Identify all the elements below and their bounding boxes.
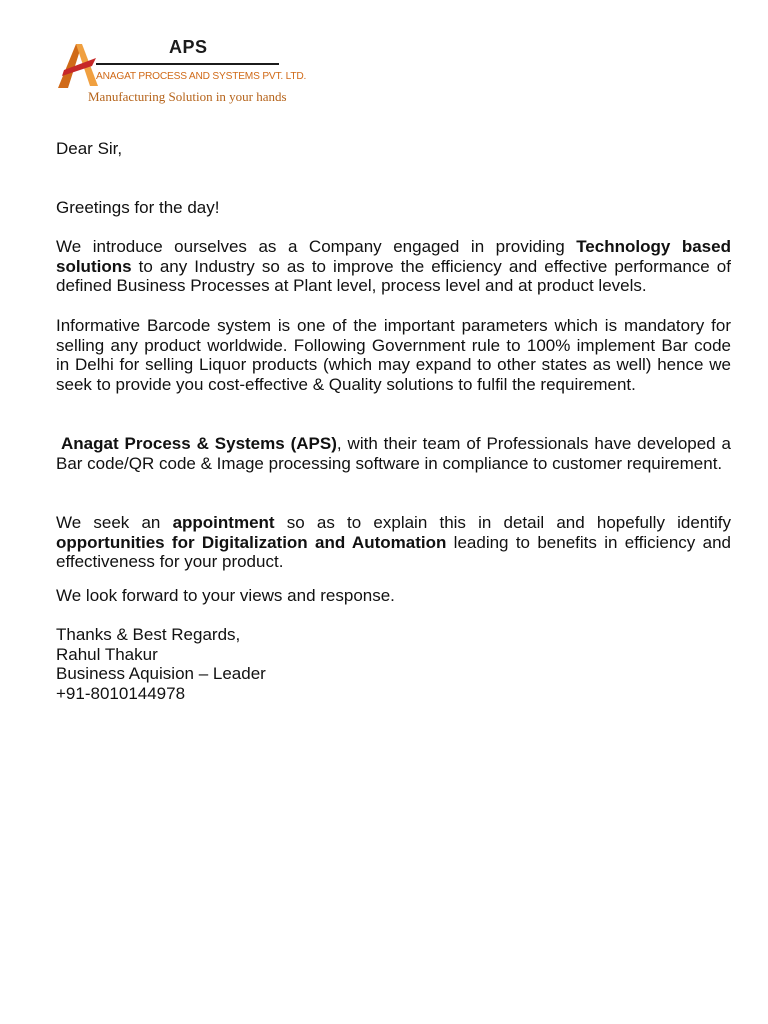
salutation: Dear Sir,: [56, 139, 123, 158]
aps-paragraph: [56, 434, 731, 473]
aps-text: , with their team of Professionals have developed a Bar code/QR code & Image processing software in compliance to customer requirement.: [56, 434, 732, 473]
intro-emphasis: Technology based solutions: [56, 237, 731, 276]
appointment-paragraph: [56, 513, 731, 572]
appointment-text: We seek an: [56, 513, 173, 532]
signer-name: Rahul Thakur: [56, 644, 158, 664]
closing-line: We look forward to your views and response.: [56, 586, 395, 605]
appointment-text-end: leading to benefits in efficiency and effectiveness for your product.: [56, 532, 731, 572]
intro-text-continued: to any Industry so as to improve the efficiency and effective performance of defined Business Processes at Plant level, process level and at product levels.: [56, 256, 731, 296]
intro-text: We introduce ourselves as a Company engaged in providing: [56, 237, 577, 256]
logo-divider: [96, 63, 279, 65]
signer-phone: +91-8010144978: [56, 684, 186, 704]
regards: Thanks & Best Regards,: [56, 625, 241, 644]
signature-block: [56, 625, 731, 704]
greeting: Greetings for the day!: [56, 198, 220, 217]
aps-logo-mark-icon: [56, 40, 100, 90]
appointment-emphasis: appointment: [172, 513, 275, 532]
logo-abbreviation: APS: [169, 37, 208, 57]
company-tagline: Manufacturing Solution in your hands: [88, 89, 287, 104]
appointment-text-continued: so as to explain this in detail and hopefully identify: [274, 513, 731, 532]
intro-paragraph: [56, 237, 731, 296]
company-name: ANAGAT PROCESS AND SYSTEMS PVT. LTD.: [96, 71, 307, 82]
barcode-paragraph: Informative Barcode system is one of the important parameters which is mandatory for selling any product worldwide. Following Government rule to 100% implement Bar code in Delhi for selling Liquor products (which may expand to other states as well) hence we seek to provide you cost-effective & Quality solutions to fulfil the requirement.: [56, 316, 731, 395]
aps-name: Anagat Process & Systems (APS): [61, 434, 337, 453]
digitalization-emphasis: opportunities for Digitalization and Automation: [56, 532, 447, 552]
signer-title: Business Aquision – Leader: [56, 664, 266, 684]
